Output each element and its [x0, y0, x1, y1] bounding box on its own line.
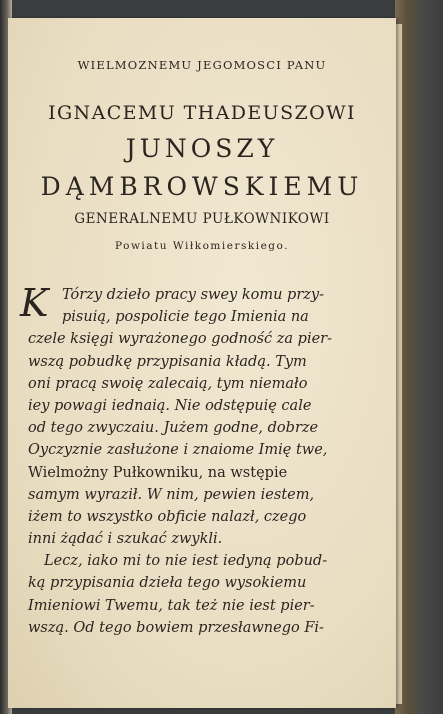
text-line: oni pracą swoię zalecaią, tym niemało [28, 375, 308, 392]
text-line: Wielmożny Pułkowniku, na wstępie [28, 464, 288, 481]
text-line: Lecz, iako mi to nie iest iedyną pobud- [44, 553, 328, 570]
dedication-line-6: Powiatu Wiłkomierskiego. [114, 240, 289, 252]
text-line: wszą pobudkę przypisania kładą. Tym [28, 353, 307, 370]
dedication-line-4: DĄMBROWSKIEMU [40, 172, 364, 201]
dedication-line-3: JUNOSZY [125, 134, 279, 163]
text-line: samym wyraził. W nim, pewien iestem, [28, 486, 315, 503]
text-line: iżem to wszystko obficie nalazł, czego [28, 508, 307, 525]
text-line: iey powagi iednaią. Nie odstępuię cale [28, 397, 312, 414]
dedication-line-5: GENERALNEMU PUŁKOWNIKOWI [74, 211, 330, 227]
book-page [8, 18, 396, 708]
text-line: czele księgi wyrażonego godność za pier- [28, 331, 332, 348]
text-line: Tórzy dzieło pracy swey komu przy- [62, 287, 324, 303]
text-line: wszą. Od tego bowiem przesławnego Fi- [28, 619, 324, 636]
text-line: Imieniowi Twemu, tak też nie iest pier- [28, 597, 315, 614]
body-text [28, 284, 332, 639]
drop-cap: K [20, 281, 49, 325]
text-line: inni żądać i szukać zwykli. [28, 531, 223, 548]
text-line: ką przypisania dzieła tego wysokiemu [28, 575, 307, 592]
text-line: Oyczyznie zasłużone i znaiome Imię twe, [28, 442, 328, 459]
dedication-line-2: IGNACEMU THADEUSZOWI [48, 102, 356, 124]
text-line: od tego zwyczaiu. Jużem godne, dobrze [28, 420, 319, 437]
dedication-line-1: WIELMOZNEMU JEGOMOSCI PANU [77, 58, 327, 72]
text-line: pisuią, pospolicie tego Imienia na [62, 309, 309, 326]
book-cover-edge [395, 0, 443, 714]
